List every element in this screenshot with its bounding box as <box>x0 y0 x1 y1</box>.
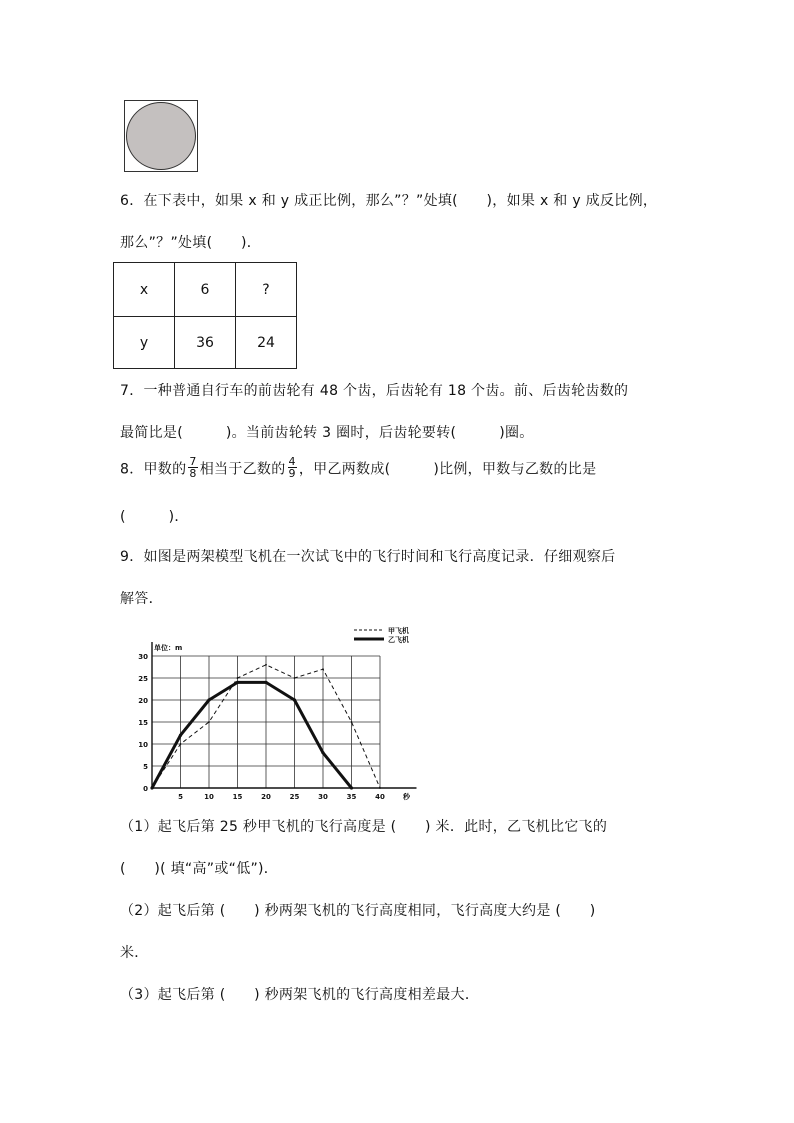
data-point <box>379 787 381 789</box>
y-tick-label: 25 <box>138 675 148 683</box>
x-tick-label: 40 <box>375 793 385 801</box>
q7-line2: 最简比是( )。当前齿轮转 3 圈时，后齿轮要转( )圈。 <box>120 425 534 441</box>
fraction-denominator: 9 <box>288 467 296 480</box>
q6-line2: 那么”？”处填( )． <box>120 235 262 251</box>
chart-legend <box>354 626 409 644</box>
data-point <box>207 698 210 701</box>
q9-sub1-line1: （1）起飞后第 25 秒甲飞机的飞行高度是 ( ) 米．此时，乙飞机比它飞的 <box>120 819 608 835</box>
data-point <box>237 677 239 679</box>
gray-circle <box>126 102 196 170</box>
q8-part1: 8．甲数的 <box>120 461 187 478</box>
q9-line2: 解答． <box>120 591 163 607</box>
data-point <box>293 698 296 701</box>
q8-line1 <box>120 455 597 481</box>
fraction-4-9 <box>288 456 297 479</box>
y-tick-label: 15 <box>138 719 148 727</box>
table-cell: 24 <box>236 317 297 369</box>
q8-part2: 相当于乙数的 <box>199 461 286 478</box>
fraction-7-8 <box>188 456 197 479</box>
q9-sub2-line1: （2）起飞后第 ( ) 秒两架飞机的飞行高度相同，飞行高度大约是 ( ) <box>120 903 596 919</box>
data-point <box>294 677 296 679</box>
data-point <box>351 721 353 723</box>
q8-part3: ，甲乙两数成( )比例，甲数与乙数的比是 <box>298 461 597 478</box>
fraction-denominator: 8 <box>189 467 197 480</box>
q9-sub1-line2: ( )( 填“高”或“低”)． <box>120 861 279 877</box>
y-tick-label: 0 <box>143 785 148 793</box>
data-point <box>180 743 182 745</box>
y-axis-label: 单位：m <box>154 644 183 652</box>
fraction-numerator: 7 <box>189 455 197 468</box>
x-tick-label: 30 <box>318 793 328 801</box>
y-tick-label: 20 <box>138 697 148 705</box>
flight-height-chart <box>118 620 438 805</box>
data-point <box>322 668 324 670</box>
data-point <box>208 721 210 723</box>
table-cell: x <box>114 263 175 317</box>
table-cell: 36 <box>175 317 236 369</box>
data-point <box>236 681 239 684</box>
q6-line1: 6．在下表中，如果 x 和 y 成正比例，那么”？”处填( )，如果 x 和 y 成反比例， <box>120 193 658 209</box>
q9-line1: 9．如图是两架模型飞机在一次试飞中的飞行时间和飞行高度记录．仔细观察后 <box>120 549 616 565</box>
circle-in-square-figure <box>124 100 198 172</box>
xy-table <box>113 262 297 369</box>
q7-line1: 7．一种普通自行车的前齿轮有 48 个齿，后齿轮有 18 个齿。前、后齿轮齿数的 <box>120 383 629 399</box>
x-tick-label: 5 <box>178 793 183 801</box>
legend-label: 乙飞机 <box>388 636 409 644</box>
y-tick-label: 5 <box>143 763 148 771</box>
q8-line2: ( )． <box>120 509 189 525</box>
data-point <box>179 734 182 737</box>
chart-grid <box>152 656 380 788</box>
table-row <box>114 263 297 317</box>
data-point <box>264 681 267 684</box>
x-axis-label: 秒 <box>403 793 410 801</box>
q9-sub3-line1: （3）起飞后第 ( ) 秒两架飞机的飞行高度相差最大． <box>120 987 480 1003</box>
table-cell: y <box>114 317 175 369</box>
x-tick-label: 20 <box>261 793 271 801</box>
y-tick-label: 30 <box>138 653 148 661</box>
x-tick-label: 35 <box>346 793 357 801</box>
x-tick-label: 25 <box>289 793 300 801</box>
data-point <box>321 751 324 754</box>
data-point <box>150 786 153 789</box>
x-tick-label: 10 <box>204 793 214 801</box>
q9-sub2-line2: 米． <box>120 945 149 961</box>
y-tick-label: 10 <box>138 741 148 749</box>
fraction-numerator: 4 <box>288 455 296 468</box>
data-point <box>265 664 267 666</box>
data-point <box>350 786 353 789</box>
table-row <box>114 317 297 369</box>
table-cell: 6 <box>175 263 236 317</box>
table-cell: ? <box>236 263 297 317</box>
legend-label: 甲飞机 <box>388 627 409 635</box>
x-tick-label: 15 <box>232 793 243 801</box>
